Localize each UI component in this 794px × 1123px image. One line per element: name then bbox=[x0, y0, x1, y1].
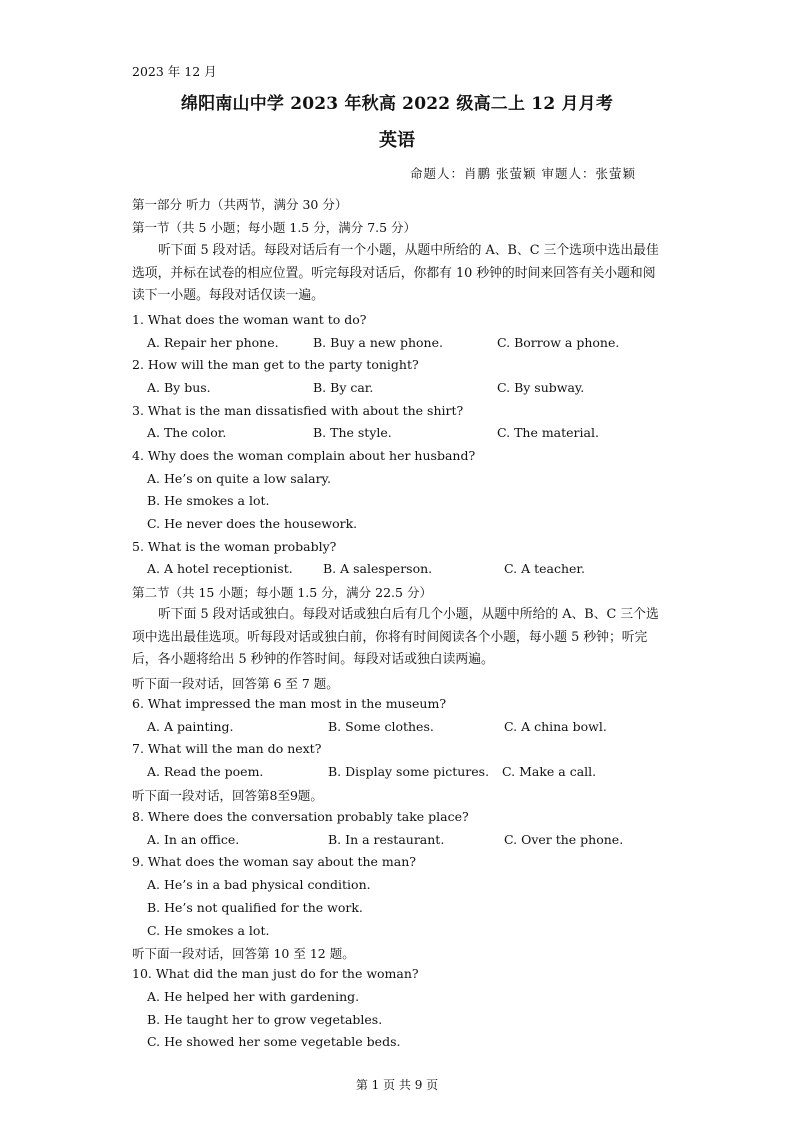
q1-option-c: C. Borrow a phone. bbox=[497, 335, 620, 350]
q4-option-b: B. He smokes a lot. bbox=[147, 493, 270, 508]
exam-title: 绵阳南山中学 2023 年秋高 2022 级高二上 12 月月考 bbox=[180, 94, 614, 114]
q1-option-a: A. Repair her phone. bbox=[147, 335, 279, 350]
q5-option-c: C. A teacher. bbox=[504, 561, 585, 576]
q7-option-a: A. Read the poem. bbox=[147, 764, 264, 779]
dialogue-cue-10-12: 听下面一段对话，回答第 10 至 12 题。 bbox=[132, 946, 355, 961]
q10-option-b: B. He taught her to grow vegetables. bbox=[147, 1012, 383, 1027]
dialogue-cue-8-9: 听下面一段对话，回答第8至9题。 bbox=[132, 788, 323, 803]
q2-option-b: B. By car. bbox=[313, 380, 374, 395]
question-1: 1. What does the woman want to do? bbox=[132, 312, 367, 327]
q3-option-b: B. The style. bbox=[313, 425, 392, 440]
q6-option-b: B. Some clothes. bbox=[328, 719, 434, 734]
q9-option-c: C. He smokes a lot. bbox=[147, 923, 270, 938]
q5-option-b: B. A salesperson. bbox=[323, 561, 433, 576]
page-number: 第 1 页 共 9 页 bbox=[355, 1078, 439, 1092]
question-6: 6. What impressed the man most in the museum? bbox=[132, 696, 447, 711]
q1-option-b: B. Buy a new phone. bbox=[313, 335, 443, 350]
question-7: 7. What will the man do next? bbox=[132, 741, 322, 756]
question-10: 10. What did the man just do for the woman? bbox=[132, 966, 419, 981]
q7-option-c: C. Make a call. bbox=[502, 764, 597, 779]
q2-option-a: A. By bus. bbox=[147, 380, 211, 395]
question-4: 4. Why does the woman complain about her husband? bbox=[132, 448, 476, 463]
q10-option-c: C. He showed her some vegetable beds. bbox=[147, 1034, 401, 1049]
question-9: 9. What does the woman say about the man? bbox=[132, 854, 416, 869]
section1-heading: 第一节（共 5 小题；每小题 1.5 分，满分 7.5 分） bbox=[132, 220, 417, 235]
section2-instructions: 听下面 5 段对话或独白。每段对话或独白后有几个小题，从题中所给的 A、B、C 三个选项中选出最佳选项。听每段对话或独白前，你将有时间阅读各个小题，每小题 5 秒钟；听完后，各小题将给出 5 秒钟的作答时间。每段对话或独白读两遍。 bbox=[132, 607, 659, 667]
exam-authors: 命题人：肖鹏 张萤颖 审题人：张萤颖 bbox=[410, 166, 636, 181]
question-5: 5. What is the woman probably? bbox=[132, 539, 337, 554]
q5-option-a: A. A hotel receptionist. bbox=[147, 561, 293, 576]
q10-option-a: A. He helped her with gardening. bbox=[147, 989, 360, 1004]
q6-option-a: A. A painting. bbox=[147, 719, 234, 734]
q9-option-a: A. He’s in a bad physical condition. bbox=[147, 877, 371, 892]
q9-option-b: B. He’s not qualified for the work. bbox=[147, 900, 363, 915]
q3-option-a: A. The color. bbox=[147, 425, 227, 440]
q3-option-c: C. The material. bbox=[497, 425, 599, 440]
question-8: 8. Where does the conversation probably take place? bbox=[132, 809, 469, 824]
section2-heading: 第二节（共 15 小题；每小题 1.5 分，满分 22.5 分） bbox=[132, 585, 432, 600]
exam-subject: 英语 bbox=[379, 130, 415, 151]
part-heading: 第一部分 听力（共两节，满分 30 分） bbox=[132, 197, 348, 212]
q7-option-b: B. Display some pictures. bbox=[328, 764, 490, 779]
q4-option-a: A. He’s on quite a low salary. bbox=[147, 471, 331, 486]
exam-date: 2023 年 12 月 bbox=[132, 64, 217, 79]
question-3: 3. What is the man dissatisfied with about the shirt? bbox=[132, 403, 464, 418]
q2-option-c: C. By subway. bbox=[497, 380, 585, 395]
q8-option-b: B. In a restaurant. bbox=[328, 832, 445, 847]
q8-option-a: A. In an office. bbox=[147, 832, 240, 847]
q6-option-c: C. A china bowl. bbox=[504, 719, 607, 734]
dialogue-cue-6-7: 听下面一段对话，回答第 6 至 7 题。 bbox=[132, 676, 339, 691]
question-2: 2. How will the man get to the party tonight? bbox=[132, 357, 419, 372]
section1-instructions: 听下面 5 段对话。每段对话后有一个小题，从题中所给的 A、B、C 三个选项中选出最佳选项，并标在试卷的相应位置。听完每段对话后，你都有 10 秒钟的时间来回答有关小题和阅读下一小题。每段对话仅读一遍。 bbox=[132, 243, 659, 303]
q4-option-c: C. He never does the housework. bbox=[147, 516, 358, 531]
q8-option-c: C. Over the phone. bbox=[504, 832, 624, 847]
